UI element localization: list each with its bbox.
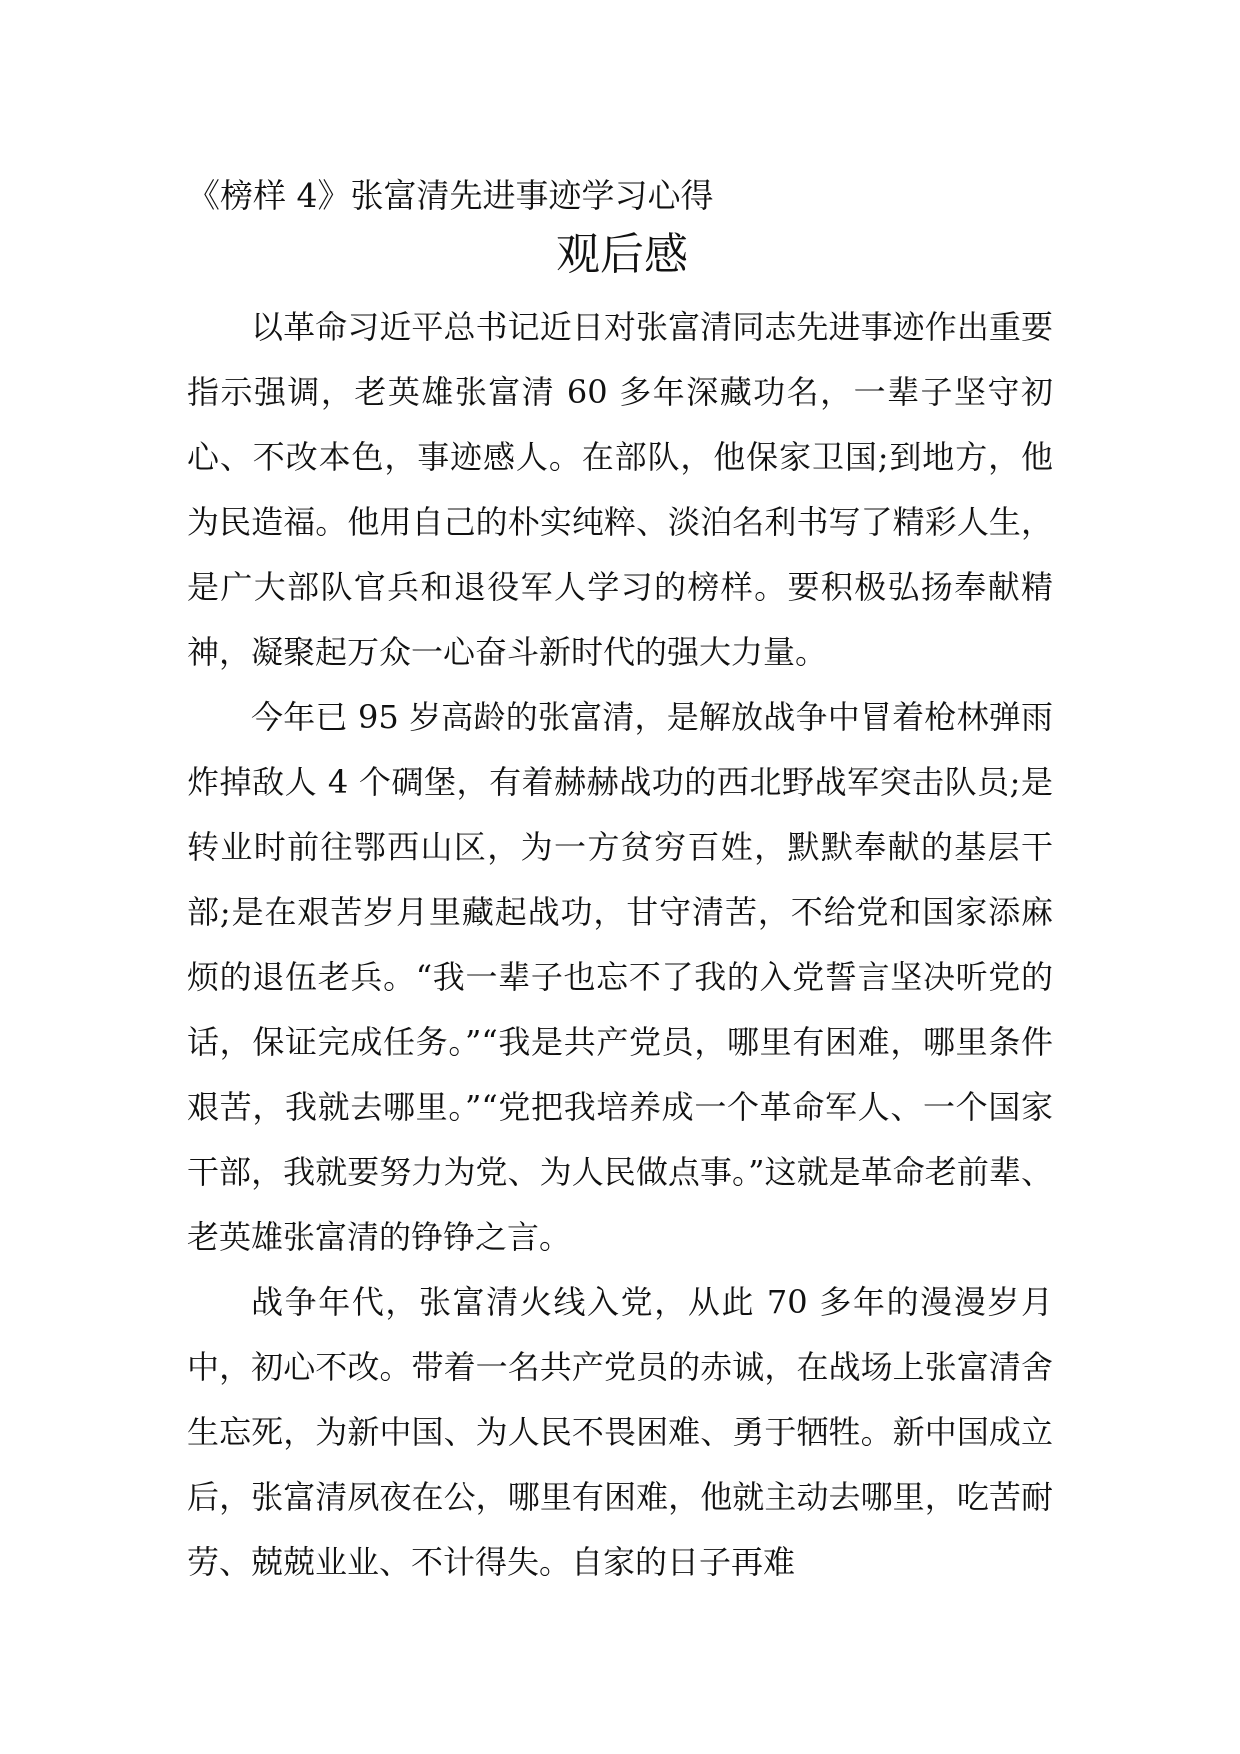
document-title — [187, 168, 1057, 288]
paragraph: 战争年代，张富清火线入党，从此 70 多年的漫漫岁月中，初心不改。带着一名共产党员的赤诚，在战场上张富清舍生忘死，为新中国、为人民不畏困难、勇于牺牲。新中国成立后，张富清夙夜在公，哪里有困难，他就主动去哪里，吃苦耐劳、兢兢业业、不计得失。自家的日子再难 — [187, 1283, 1053, 1581]
document-body — [187, 295, 1053, 1595]
title-line-1: 《榜样 4》张富清先进事迹学习心得 — [187, 176, 714, 215]
title-line-2: 观后感 — [556, 229, 688, 280]
paragraph: 今年已 95 岁高龄的张富清，是解放战争中冒着枪林弹雨炸掉敌人 4 个碉堡，有着赫赫战功的西北野战军突击队员;是转业时前往鄂西山区，为一方贫穷百姓，默默奉献的基层干部;是在艰苦岁月里藏起战功，甘守清苦，不给党和国家添麻烦的退伍老兵。“我一辈子也忘不了我的入党誓言坚决听党的话，保证完成任务。”“我是共产党员，哪里有困难，哪里条件艰苦，我就去哪里。”“党把我培养成一个革命军人、一个国家干部，我就要努力为党、为人民做点事。”这就是革命老前辈、老英雄张富清的铮铮之言。 — [187, 698, 1053, 1256]
paragraph: 以革命习近平总书记近日对张富清同志先进事迹作出重要指示强调，老英雄张富清 60 多年深藏功名，一辈子坚守初心、不改本色，事迹感人。在部队，他保家卫国;到地方，他为民造福。他用自己的朴实纯粹、淡泊名利书写了精彩人生，是广大部队官兵和退役军人学习的榜样。要积极弘扬奉献精神，凝聚起万众一心奋斗新时代的强大力量。 — [187, 308, 1053, 671]
